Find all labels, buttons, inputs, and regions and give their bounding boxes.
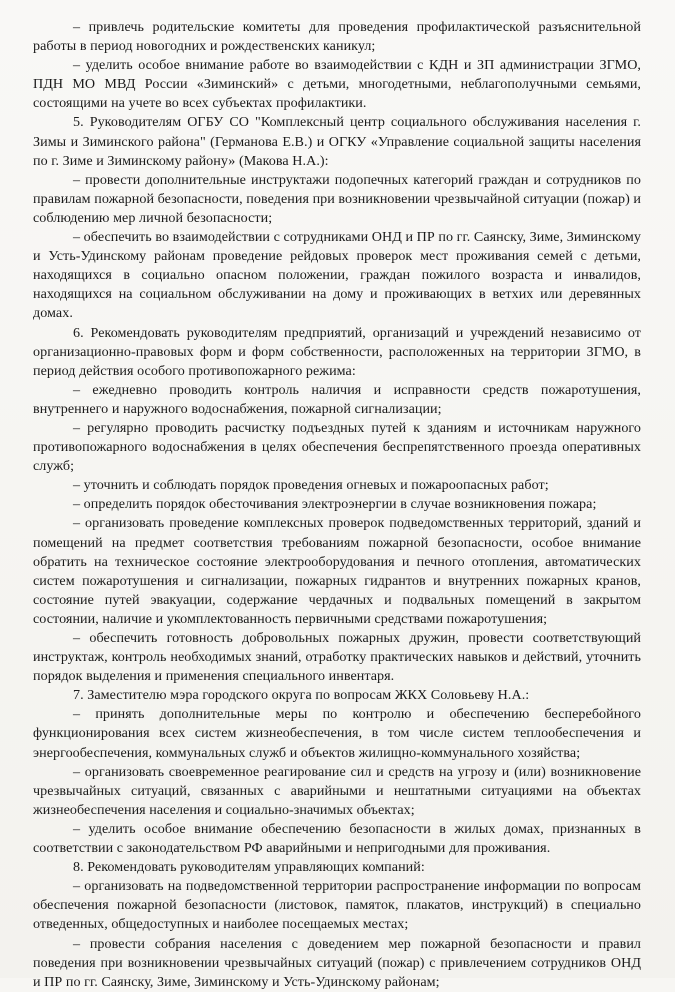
paragraph: – провести дополнительные инструктажи подопечных категорий граждан и сотрудников по правилам пожарной безопасности, поведения при возникновении чрезвычайной ситуации (пожар) и соблюдению мер личной безопасности; bbox=[33, 171, 641, 226]
section-heading: 6. Рекомендовать руководителям предприятий, организаций и учреждений независимо от организационно-правовых форм и форм собственности, расположенных на территории ЗГМО, в период действия особого противопожарного режима: bbox=[33, 324, 641, 379]
paragraph: – организовать своевременное реагирование сил и средств на угрозу и (или) возникновение чрезвычайных ситуаций, связанных с аварийными и нештатными ситуациями на объектах жизнеобеспечения населения и социально-значимых объектах; bbox=[33, 763, 641, 818]
section-heading: 5. Руководителям ОГБУ СО "Комплексный центр социального обслуживания населения г. Зимы и Зиминского района" (Германова Е.В.) и ОГКУ «Управление социальной защиты населения по г. Зиме и Зиминскому району» (Макова Н.А.): bbox=[33, 114, 641, 169]
paragraph: – принять дополнительные меры по контролю и обеспечению бесперебойного функционирования всех систем жизнеобеспечения, в том числе систем теплообеспечения и энергообеспечения, коммунальных служб и объектов жилищно-коммунального хозяйства; bbox=[33, 706, 641, 761]
paragraph: – определить порядок обесточивания электроэнергии в случае возникновения пожара; bbox=[73, 496, 597, 513]
paragraph: – провести собрания населения с доведением мер пожарной безопасности и правил поведения при возникновении чрезвычайных ситуаций (пожар) с привлечением сотрудников ОНД и ПР по гг. Саянску, Зиме, Зиминскому и Усть-Удинскому районам; bbox=[33, 935, 641, 990]
paragraph: – обеспечить готовность добровольных пожарных дружин, провести соответствующий инструктаж, контроль необходимых знаний, отработку практических навыков и действий, уточнить порядок выделения и применения специального инвентаря. bbox=[33, 630, 641, 685]
paragraph: – уделить особое внимание работе во взаимодействии с КДН и ЗП администрации ЗГМО, ПДН МО МВД России «Зиминский» с детьми, многодетными, неблагополучными семьями, состоящими на учете во всех субъектах профилактики. bbox=[33, 57, 641, 112]
paragraph: – уделить особое внимание обеспечению безопасности в жилых домах, признанных в соответствии с законодательством РФ аварийными и непригодными для проживания. bbox=[33, 820, 641, 857]
paragraph: – привлечь родительские комитеты для проведения профилактической разъяснительной работы в период новогодних и рождественских каникул; bbox=[33, 19, 641, 55]
document-body bbox=[33, 18, 641, 992]
section-heading: 8. Рекомендовать руководителям управляющих компаний: bbox=[73, 859, 425, 876]
paragraph: – уточнить и соблюдать порядок проведения огневых и пожароопасных работ; bbox=[73, 477, 549, 494]
paragraph: – обеспечить во взаимодействии с сотрудниками ОНД и ПР по гг. Саянску, Зиме, Зиминскому и Усть-Удинскому районам проведение рейдовых проверок мест проживания семей с детьми, находящихся в социально опасном положении, граждан пожилого возраста и инвалидов, находящихся на социальном обслуживании на дому и проживающих в ветхих или деревянных домах. bbox=[33, 229, 641, 322]
paragraph: – организовать на подведомственной территории распространение информации по вопросам обеспечения пожарной безопасности (листовок, памяток, плакатов, инструкций) в специально отведенных, общедоступных и наиболее посещаемых местах; bbox=[33, 878, 641, 933]
paragraph: – регулярно проводить расчистку подъездных путей к зданиям и источникам наружного противопожарного водоснабжения в целях обеспечения беспрепятственного проезда оперативных служб; bbox=[33, 419, 641, 475]
paragraph: – организовать проведение комплексных проверок подведомственных территорий, зданий и помещений на предмет соответствия требованиям пожарной безопасности, особое внимание обратить на техническое состояние электрооборудования и печного отопления, автоматических систем пожаротушения и сигнализации, пожарных гидрантов и внутренних пожарных кранов, состояние путей эвакуации, содержание чердачных и подвальных помещений в закрытом состоянии, наличие и укомплектованность первичными средствами пожаротушения; bbox=[33, 515, 641, 627]
section-heading: 7. Заместителю мэра городского округа по вопросам ЖКХ Соловьеву Н.А.: bbox=[73, 687, 530, 704]
paragraph: – ежедневно проводить контроль наличия и исправности средств пожаротушения, внутреннего и наружного водоснабжения, пожарной сигнализации; bbox=[33, 381, 641, 417]
